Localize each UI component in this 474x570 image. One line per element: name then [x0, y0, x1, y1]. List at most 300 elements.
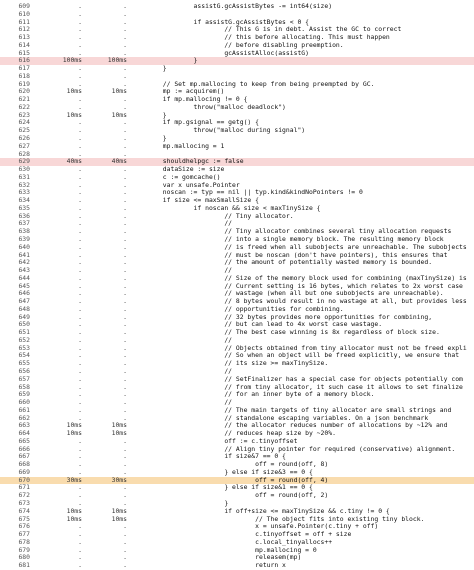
- source-code: assistG.gcAssistBytes -= int64(size): [132, 3, 333, 10]
- line-number: 673: [18, 500, 30, 507]
- cumulative-time: .: [123, 282, 127, 290]
- cumulative-time: 10ms: [111, 88, 127, 96]
- line-number: 617: [18, 65, 30, 73]
- source-line: [0, 65, 474, 73]
- line-number: 616: [18, 57, 30, 65]
- flat-time: .: [78, 197, 82, 205]
- cumulative-time: .: [123, 197, 127, 205]
- source-code: // The object fits into existing tiny block.: [132, 515, 425, 523]
- source-code: c.tinyoffset = off + size: [132, 531, 352, 539]
- line-number: 674: [18, 507, 30, 515]
- source-code: if mp.mallocing != 0 {: [132, 96, 248, 104]
- source-line: [0, 244, 474, 252]
- source-code: //: [132, 267, 233, 275]
- source-line: [0, 127, 474, 135]
- source-code: throw("malloc during signal"): [132, 127, 306, 135]
- line-number: 652: [18, 336, 30, 344]
- line-number: 643: [18, 267, 30, 275]
- line-number: 657: [18, 375, 30, 383]
- line-number: 679: [18, 546, 30, 554]
- source-line: [0, 112, 474, 120]
- cumulative-time: .: [123, 554, 127, 562]
- source-code: mp.mallocing = 0: [132, 546, 317, 554]
- flat-time: .: [78, 3, 82, 10]
- source-code: // but can lead to 4x worst case wastage.: [132, 321, 383, 329]
- flat-time: 100ms: [62, 57, 82, 65]
- flat-time: .: [78, 189, 82, 197]
- cumulative-time: .: [123, 259, 127, 267]
- source-code: x = unsafe.Pointer(c.tiny + off): [132, 523, 379, 531]
- source-line: [0, 422, 474, 430]
- source-line: [0, 391, 474, 399]
- source-line: [0, 430, 474, 438]
- line-number: 644: [18, 274, 30, 282]
- flat-time: .: [78, 243, 82, 251]
- source-code: // Align tiny pointer for required (conservative) alignment.: [132, 445, 456, 453]
- flat-time: .: [78, 96, 82, 104]
- source-line: [0, 407, 474, 415]
- flat-time: .: [78, 391, 82, 399]
- line-number: 627: [18, 142, 30, 150]
- source-line: [0, 34, 474, 42]
- source-code: //: [132, 367, 233, 375]
- line-number: 655: [18, 360, 30, 368]
- source-line: [0, 399, 474, 407]
- flat-time: .: [78, 437, 82, 445]
- source-code: // Current setting is 16 bytes, which relates to 2x worst case: [132, 282, 463, 290]
- cumulative-time: .: [123, 492, 127, 500]
- cumulative-time: 100ms: [107, 57, 127, 65]
- flat-time: 40ms: [66, 158, 82, 166]
- source-line: [0, 174, 474, 182]
- line-number: 621: [18, 96, 30, 104]
- source-code: [132, 73, 474, 81]
- cumulative-time: .: [123, 34, 127, 42]
- source-line: [0, 119, 474, 127]
- source-line: [0, 228, 474, 236]
- source-code: }: [132, 500, 229, 507]
- source-code: // its size >= maxTinySize.: [132, 360, 329, 368]
- source-line: [0, 158, 474, 166]
- line-number: 629: [18, 158, 30, 166]
- cumulative-time: .: [123, 298, 127, 306]
- flat-time: .: [78, 538, 82, 546]
- cumulative-time: .: [123, 49, 127, 57]
- source-line: [0, 314, 474, 322]
- source-line: [0, 57, 474, 65]
- line-number: 642: [18, 259, 30, 267]
- cumulative-time: .: [123, 103, 127, 111]
- source-code: } else if size&3 == 0 {: [132, 468, 313, 476]
- line-number: 612: [18, 26, 30, 34]
- source-line: [0, 345, 474, 353]
- source-code: }: [132, 135, 167, 143]
- line-number: 646: [18, 290, 30, 298]
- flat-time: .: [78, 274, 82, 282]
- source-code: // from tiny allocator, it such case it allows to set finalize: [132, 383, 463, 391]
- flat-time: .: [78, 344, 82, 352]
- cumulative-time: .: [123, 212, 127, 220]
- line-number: 637: [18, 220, 30, 228]
- source-code: // this before allocating. This must happen: [132, 34, 390, 42]
- cumulative-time: .: [123, 10, 127, 18]
- line-number: 645: [18, 282, 30, 290]
- line-number: 638: [18, 228, 30, 236]
- line-number: 620: [18, 88, 30, 96]
- line-number: 677: [18, 531, 30, 539]
- cumulative-time: .: [123, 352, 127, 360]
- source-line: [0, 104, 474, 112]
- source-code: }: [132, 65, 167, 73]
- cumulative-time: .: [123, 321, 127, 329]
- line-number: 658: [18, 383, 30, 391]
- line-number: 678: [18, 538, 30, 546]
- source-line: [0, 384, 474, 392]
- source-code: // Objects obtained from tiny allocator must not be freed expli: [132, 344, 467, 352]
- flat-time: .: [78, 26, 82, 34]
- source-line: [0, 477, 474, 485]
- cumulative-time: .: [123, 267, 127, 275]
- cumulative-time: .: [123, 235, 127, 243]
- flat-time: .: [78, 523, 82, 531]
- source-code: // wastage (when all but one subobjects are unreachable).: [132, 290, 444, 298]
- cumulative-time: .: [123, 414, 127, 422]
- flat-time: .: [78, 375, 82, 383]
- source-code: // standalone escaping variables. On a json benchmark: [132, 414, 429, 422]
- source-code: c.local_tinyallocs++: [132, 538, 333, 546]
- cumulative-time: .: [123, 445, 127, 453]
- line-number: 660: [18, 399, 30, 407]
- cumulative-time: .: [123, 538, 127, 546]
- source-code: // the allocator reduces number of allocations by ~12% and: [132, 422, 448, 430]
- line-number: 656: [18, 367, 30, 375]
- line-number: 611: [18, 18, 30, 26]
- line-number: 633: [18, 189, 30, 197]
- cumulative-time: .: [123, 290, 127, 298]
- cumulative-time: .: [123, 329, 127, 337]
- flat-time: .: [78, 251, 82, 259]
- source-line: [0, 283, 474, 291]
- source-code: // before disabling preemption.: [132, 41, 344, 49]
- flat-time: .: [78, 468, 82, 476]
- line-number: 626: [18, 135, 30, 143]
- source-line: [0, 213, 474, 221]
- source-code: mp := acquirem(): [132, 88, 225, 96]
- flat-time: .: [78, 228, 82, 236]
- source-line: [0, 337, 474, 345]
- cumulative-time: .: [123, 461, 127, 469]
- source-code: [132, 151, 474, 159]
- source-line: [0, 438, 474, 446]
- source-code: // reduces heap size by ~20%.: [132, 430, 336, 438]
- source-line: [0, 220, 474, 228]
- source-code: mp.mallocing = 1: [132, 142, 225, 150]
- flat-time: .: [78, 119, 82, 127]
- cumulative-time: .: [123, 166, 127, 174]
- flat-time: .: [78, 127, 82, 135]
- cumulative-time: .: [123, 173, 127, 181]
- line-number: 613: [18, 34, 30, 42]
- cumulative-time: .: [123, 453, 127, 461]
- line-number: 669: [18, 468, 30, 476]
- cumulative-time: .: [123, 142, 127, 150]
- source-code: if noscan && size < maxTinySize {: [132, 204, 321, 212]
- flat-time: 10ms: [66, 430, 82, 438]
- flat-time: .: [78, 360, 82, 368]
- source-code: // So when an object will be freed explicitly, we ensure that: [132, 352, 460, 360]
- flat-time: .: [78, 305, 82, 313]
- source-line: [0, 368, 474, 376]
- flat-time: .: [78, 383, 82, 391]
- source-line: [0, 329, 474, 337]
- source-code: noscan := typ == nil || typ.kind&kindNoPointers != 0: [132, 189, 363, 197]
- line-number: 676: [18, 523, 30, 531]
- source-line: [0, 484, 474, 492]
- source-line: [0, 143, 474, 151]
- source-code: } else if size&1 == 0 {: [132, 484, 313, 492]
- source-code: [132, 11, 474, 19]
- flat-time: .: [78, 72, 82, 80]
- source-line: [0, 3, 474, 11]
- flat-time: .: [78, 80, 82, 88]
- cumulative-time: .: [123, 220, 127, 228]
- source-code: // This G is in debt. Assist the GC to correct: [132, 26, 402, 34]
- flat-time: .: [78, 142, 82, 150]
- flat-time: 10ms: [66, 422, 82, 430]
- source-code: // for an inner byte of a memory block.: [132, 391, 375, 399]
- cumulative-time: 30ms: [111, 476, 127, 484]
- cumulative-time: .: [123, 26, 127, 34]
- flat-time: .: [78, 414, 82, 422]
- line-number: 662: [18, 414, 30, 422]
- source-line: [0, 88, 474, 96]
- source-line: [0, 42, 474, 50]
- cumulative-time: .: [123, 484, 127, 492]
- flat-time: .: [78, 235, 82, 243]
- source-line: [0, 360, 474, 368]
- source-line: [0, 50, 474, 58]
- line-number: 635: [18, 204, 30, 212]
- source-code: gcAssistAlloc(assistG): [132, 49, 309, 57]
- source-code: if off+size <= maxTinySize && c.tiny != 0 {: [132, 507, 390, 515]
- flat-time: .: [78, 290, 82, 298]
- source-code: off := c.tinyoffset: [132, 437, 298, 445]
- cumulative-time: .: [123, 80, 127, 88]
- source-code: // 32 bytes provides more opportunities for combining,: [132, 313, 433, 321]
- cumulative-time: .: [123, 305, 127, 313]
- line-number: 628: [18, 150, 30, 158]
- source-code: releasem(mp): [132, 554, 302, 562]
- source-line: [0, 461, 474, 469]
- source-line: [0, 252, 474, 260]
- cumulative-time: .: [123, 360, 127, 368]
- flat-time: .: [78, 166, 82, 174]
- line-number: 618: [18, 72, 30, 80]
- source-code: return x: [132, 562, 286, 570]
- line-number: 675: [18, 515, 30, 523]
- line-number: 665: [18, 437, 30, 445]
- cumulative-time: .: [123, 135, 127, 143]
- source-code: // into a single memory block. The resulting memory block: [132, 235, 444, 243]
- source-line: [0, 321, 474, 329]
- flat-time: .: [78, 34, 82, 42]
- line-number: 659: [18, 391, 30, 399]
- line-number: 624: [18, 119, 30, 127]
- cumulative-time: .: [123, 228, 127, 236]
- line-number: 671: [18, 484, 30, 492]
- source-line: [0, 205, 474, 213]
- flat-time: .: [78, 352, 82, 360]
- source-code: // The main targets of tiny allocator are small strings and: [132, 406, 452, 414]
- source-code: }: [132, 111, 167, 119]
- source-code: //: [132, 336, 233, 344]
- source-line: [0, 508, 474, 516]
- source-line: [0, 135, 474, 143]
- flat-time: .: [78, 259, 82, 267]
- flat-time: .: [78, 103, 82, 111]
- cumulative-time: 10ms: [111, 422, 127, 430]
- cumulative-time: .: [123, 41, 127, 49]
- flat-time: 10ms: [66, 507, 82, 515]
- flat-time: .: [78, 65, 82, 73]
- source-line: [0, 352, 474, 360]
- flat-time: .: [78, 329, 82, 337]
- source-code: // the amount of potentially wasted memory is bounded.: [132, 259, 433, 267]
- cumulative-time: .: [123, 375, 127, 383]
- flat-time: .: [78, 49, 82, 57]
- flat-time: .: [78, 554, 82, 562]
- source-line: [0, 166, 474, 174]
- flat-time: .: [78, 461, 82, 469]
- cumulative-time: .: [123, 523, 127, 531]
- source-code: // The best case winning is 8x regardless of block size.: [132, 329, 440, 337]
- flat-time: .: [78, 531, 82, 539]
- line-number: 680: [18, 554, 30, 562]
- cumulative-time: .: [123, 150, 127, 158]
- source-code: // Tiny allocator.: [132, 212, 294, 220]
- line-number: 623: [18, 111, 30, 119]
- cumulative-time: .: [123, 562, 127, 570]
- cumulative-time: .: [123, 18, 127, 26]
- source-code: if size <= maxSmallSize {: [132, 197, 259, 205]
- cumulative-time: .: [123, 65, 127, 73]
- cumulative-time: .: [123, 399, 127, 407]
- source-code: //: [132, 399, 233, 407]
- source-code: // must be noscan (don't have pointers), this ensures that: [132, 251, 448, 259]
- flat-time: .: [78, 135, 82, 143]
- line-number: 639: [18, 235, 30, 243]
- cumulative-time: .: [123, 72, 127, 80]
- source-code: dataSize := size: [132, 166, 225, 174]
- cumulative-time: .: [123, 204, 127, 212]
- line-number: 654: [18, 352, 30, 360]
- line-number: 681: [18, 562, 30, 570]
- line-number: 622: [18, 103, 30, 111]
- line-number: 615: [18, 49, 30, 57]
- flat-time: .: [78, 406, 82, 414]
- flat-time: .: [78, 298, 82, 306]
- flat-time: .: [78, 220, 82, 228]
- cumulative-time: 10ms: [111, 507, 127, 515]
- flat-time: 10ms: [66, 111, 82, 119]
- line-number: 668: [18, 461, 30, 469]
- source-listing: [0, 3, 474, 570]
- line-number: 631: [18, 173, 30, 181]
- cumulative-time: .: [123, 437, 127, 445]
- cumulative-time: .: [123, 406, 127, 414]
- cumulative-time: .: [123, 391, 127, 399]
- line-number: 630: [18, 166, 30, 174]
- source-line: [0, 96, 474, 104]
- source-line: [0, 267, 474, 275]
- line-number: 653: [18, 344, 30, 352]
- source-code: if size&7 == 0 {: [132, 453, 286, 461]
- flat-time: .: [78, 492, 82, 500]
- cumulative-time: .: [123, 119, 127, 127]
- cumulative-time: 10ms: [111, 430, 127, 438]
- line-number: 610: [18, 10, 30, 18]
- source-code: shouldhelpgc := false: [132, 158, 244, 166]
- source-line: [0, 19, 474, 27]
- source-code: // Set mp.mallocing to keep from being preempted by GC.: [132, 80, 375, 88]
- line-number: 636: [18, 212, 30, 220]
- source-code: if mp.gsignal == getg() {: [132, 119, 259, 127]
- cumulative-time: .: [123, 383, 127, 391]
- flat-time: .: [78, 212, 82, 220]
- source-line: [0, 151, 474, 159]
- line-number: 625: [18, 127, 30, 135]
- source-code: // 8 bytes would result in no wastage at all, but provides less: [132, 298, 467, 306]
- source-line: [0, 539, 474, 547]
- cumulative-time: 40ms: [111, 158, 127, 166]
- cumulative-time: .: [123, 3, 127, 10]
- line-number: 634: [18, 197, 30, 205]
- cumulative-time: .: [123, 189, 127, 197]
- source-code: // Tiny allocator combines several tiny allocation requests: [132, 228, 452, 236]
- line-number: 609: [18, 3, 30, 10]
- cumulative-time: .: [123, 96, 127, 104]
- flat-time: .: [78, 282, 82, 290]
- source-line: [0, 73, 474, 81]
- source-code: }: [132, 57, 198, 65]
- flat-time: 10ms: [66, 88, 82, 96]
- line-number: 641: [18, 251, 30, 259]
- source-code: var x unsafe.Pointer: [132, 181, 240, 189]
- cumulative-time: .: [123, 531, 127, 539]
- source-line: [0, 562, 474, 570]
- source-code: // Size of the memory block used for combining (maxTinySize) is: [132, 274, 467, 282]
- flat-time: 10ms: [66, 515, 82, 523]
- source-code: if assistG.gcAssistBytes < 0 {: [132, 18, 309, 26]
- source-line: [0, 197, 474, 205]
- flat-time: .: [78, 453, 82, 461]
- cumulative-time: .: [123, 127, 127, 135]
- cumulative-time: .: [123, 336, 127, 344]
- flat-time: .: [78, 173, 82, 181]
- flat-time: .: [78, 500, 82, 507]
- cumulative-time: .: [123, 313, 127, 321]
- flat-time: .: [78, 181, 82, 189]
- source-line: [0, 189, 474, 197]
- line-number: 670: [18, 476, 30, 484]
- source-line: [0, 275, 474, 283]
- source-line: [0, 500, 474, 508]
- cumulative-time: .: [123, 274, 127, 282]
- source-line: [0, 376, 474, 384]
- flat-time: .: [78, 321, 82, 329]
- source-code: off = round(off, 8): [132, 461, 329, 469]
- flat-time: .: [78, 18, 82, 26]
